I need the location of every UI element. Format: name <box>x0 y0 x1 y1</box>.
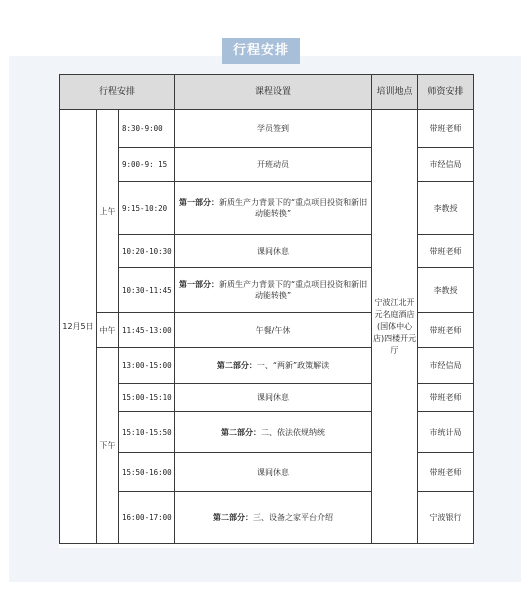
course-text: 新质生产力背景下的“重点项目投资和新旧动能转换” <box>218 280 368 300</box>
teacher-cell: 带班老师 <box>418 384 474 412</box>
time-cell: 15:10-15:50 <box>119 412 175 453</box>
location-cell: 宁波江北开元名庭酒店(国体中心店)四楼开元厅 <box>372 110 418 544</box>
course-cell <box>175 268 372 313</box>
header-course: 课程设置 <box>175 75 372 110</box>
table-row <box>60 110 474 148</box>
course-cell <box>175 182 372 235</box>
period-afternoon: 下午 <box>97 348 119 544</box>
course-text: 课间休息 <box>257 467 290 477</box>
time-cell: 11:45-13:00 <box>119 313 175 348</box>
schedule-table <box>59 74 474 544</box>
course-text: 课间休息 <box>257 246 290 256</box>
course-text: 课间休息 <box>257 393 290 402</box>
course-part-label: 第一部分： <box>178 280 219 289</box>
time-cell: 10:30-11:45 <box>119 268 175 313</box>
header-location: 培训地点 <box>372 75 418 110</box>
course-text: 一、“两新”政策解读 <box>256 361 330 370</box>
course-text: 二、依法依规纳统 <box>261 427 326 437</box>
course-part-label: 第二部分： <box>213 513 254 522</box>
course-text: 开班动员 <box>257 160 290 169</box>
teacher-cell: 带班老师 <box>418 313 474 348</box>
course-text: 新质生产力背景下的“重点项目投资和新旧动能转换” <box>218 198 368 218</box>
time-cell: 15:00-15:10 <box>119 384 175 412</box>
course-cell <box>175 348 372 384</box>
period-morning: 上午 <box>97 110 119 313</box>
course-cell <box>175 110 372 148</box>
date-cell: 12月5日 <box>60 110 97 544</box>
time-cell: 9:15-10:20 <box>119 182 175 235</box>
course-part-label: 第二部分： <box>221 427 262 437</box>
course-cell <box>175 235 372 268</box>
course-cell <box>175 453 372 492</box>
teacher-cell: 李教授 <box>418 268 474 313</box>
teacher-cell: 市经信局 <box>418 348 474 384</box>
teacher-cell: 市经信局 <box>418 148 474 182</box>
teacher-cell: 宁波银行 <box>418 492 474 544</box>
course-part-label: 第二部分： <box>216 361 257 370</box>
period-noon: 中午 <box>97 313 119 348</box>
header-schedule: 行程安排 <box>60 75 175 110</box>
table-header-row <box>60 75 474 110</box>
teacher-cell: 带班老师 <box>418 453 474 492</box>
time-cell: 16:00-17:00 <box>119 492 175 544</box>
teacher-cell: 李教授 <box>418 182 474 235</box>
page-title: 行程安排 <box>222 38 300 64</box>
time-cell: 15:50-16:00 <box>119 453 175 492</box>
course-part-label: 第一部分： <box>178 198 219 207</box>
teacher-cell: 带班老师 <box>418 110 474 148</box>
time-cell: 8:30-9:00 <box>119 110 175 148</box>
time-cell: 10:20-10:30 <box>119 235 175 268</box>
time-cell: 13:00-15:00 <box>119 348 175 384</box>
course-cell <box>175 148 372 182</box>
course-text: 学员签到 <box>257 124 290 133</box>
course-text: 三、设备之家平台介绍 <box>253 513 334 522</box>
course-cell <box>175 412 372 453</box>
teacher-cell: 市统计局 <box>418 412 474 453</box>
time-cell: 9:00-9: 15 <box>119 148 175 182</box>
course-cell <box>175 492 372 544</box>
header-teacher: 师资安排 <box>418 75 474 110</box>
teacher-cell: 带班老师 <box>418 235 474 268</box>
course-text: 午餐/午休 <box>255 325 291 335</box>
course-cell <box>175 313 372 348</box>
course-cell <box>175 384 372 412</box>
